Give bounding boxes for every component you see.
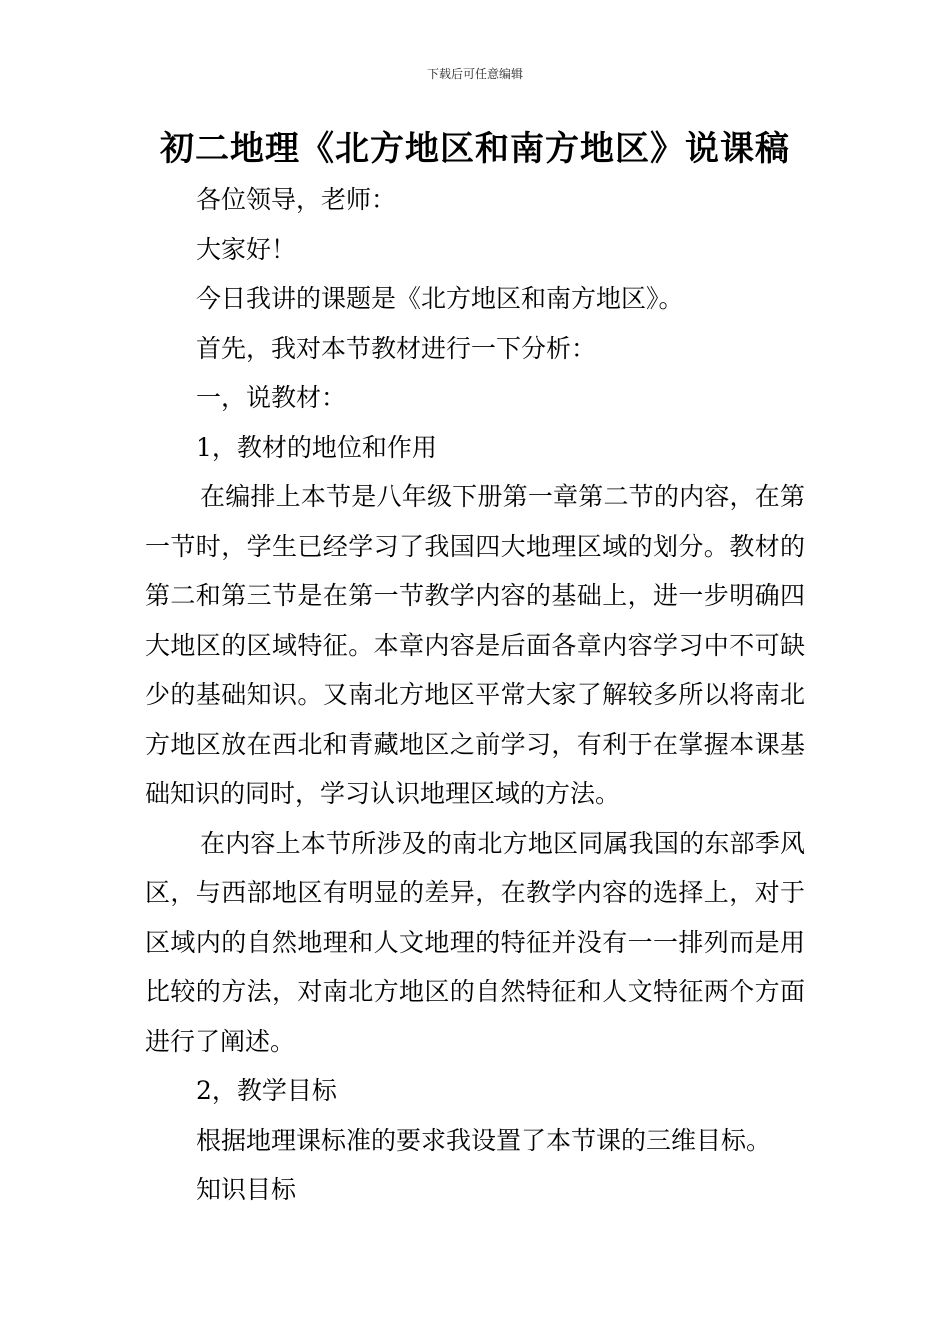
body-paragraph: 在编排上本节是八年级下册第一章第二节的内容，在第一节时，学生已经学习了我国四大地理区域的划分。教材的第二和第三节是在第一节教学内容的基础上，进一步明确四大地区的区域特征。本章内容是后面各章内容学习中不可缺少的基础知识。又南北方地区平常大家了解较多所以将南北方地区放在西北和青藏地区之前学习，有利于在掌握本课基础知识的同时，学习认识地理区域的方法。 — [145, 482, 805, 808]
greeting-line: 大家好！ — [196, 234, 297, 264]
greeting-line: 各位领导，老师： — [196, 185, 397, 214]
topic-line: 今日我讲的课题是《北方地区和南方地区》。 — [196, 284, 684, 313]
document-body — [145, 175, 805, 1215]
body-line: 根据地理课标准的要求我设置了本节课的三维目标。 — [196, 1125, 772, 1155]
page-header-note: 下载后可任意编辑 — [426, 67, 523, 81]
document-title: 初二地理《北方地区和南方地区》说课稿 — [160, 129, 790, 169]
body-paragraph: 在内容上本节所涉及的南北方地区同属我国的东部季风区，与西部地区有明显的差异，在教学内容的选择上，对于区域内的自然地理和人文地理的特征并没有一一排列而是用比较的方法，对南北方地区的自然特征和人文特征两个方面进行了阐述。 — [145, 828, 805, 1056]
subsection-heading: 知识目标 — [196, 1175, 297, 1204]
subsection-heading: 1，教材的地位和作用 — [196, 432, 437, 462]
intro-line: 首先，我对本节教材进行一下分析： — [196, 333, 597, 363]
subsection-heading: 2，教学目标 — [196, 1076, 337, 1105]
section-heading: 一，说教材： — [196, 383, 347, 412]
